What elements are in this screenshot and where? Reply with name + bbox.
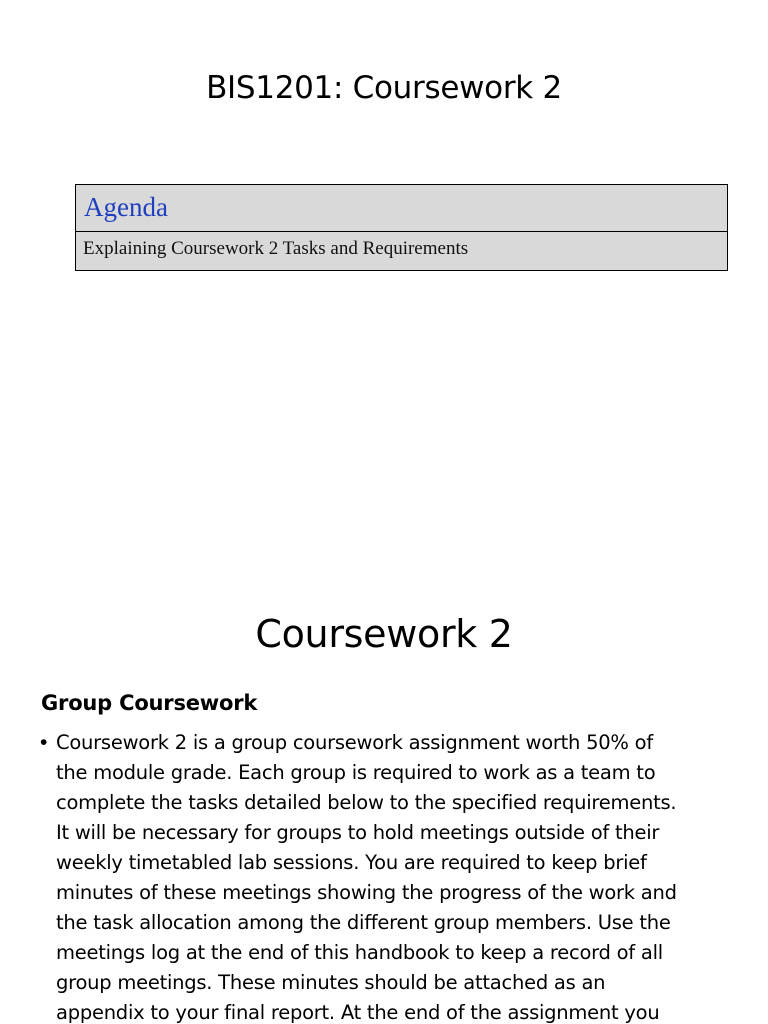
section-heading: Group Coursework [41,691,258,715]
bullet-line: Coursework 2 is a group coursework assignment worth 50% of [56,731,653,754]
bullet-line: complete the tasks detailed below to the specified requirements. [56,791,677,814]
agenda-item: Explaining Coursework 2 Tasks and Requirements [83,238,469,259]
bullet-line: appendix to your final report. At the end of the assignment you [56,1001,660,1024]
slide-2-title: Coursework 2 [255,612,513,656]
slide-1-title: BIS1201: Coursework 2 [206,70,562,106]
bullet-item [40,728,730,1024]
bullet-line: meetings log at the end of this handbook to keep a record of all [56,941,663,964]
bullet-text [56,728,730,1024]
agenda-table [75,184,728,271]
agenda-heading: Agenda [76,185,727,232]
bullet-line: It will be necessary for groups to hold meetings outside of their [56,821,660,844]
bullet-line: group meetings. These minutes should be attached as an [56,971,606,994]
bullet-line: the module grade. Each group is required to work as a team to [56,761,656,784]
bullet-line: minutes of these meetings showing the progress of the work and [56,881,677,904]
slide-2 [0,576,768,1024]
bullet-line: the task allocation among the different group members. Use the [56,911,671,934]
bullet-line: weekly timetabled lab sessions. You are required to keep brief [56,851,647,874]
bullet-dot-icon: • [40,731,48,754]
